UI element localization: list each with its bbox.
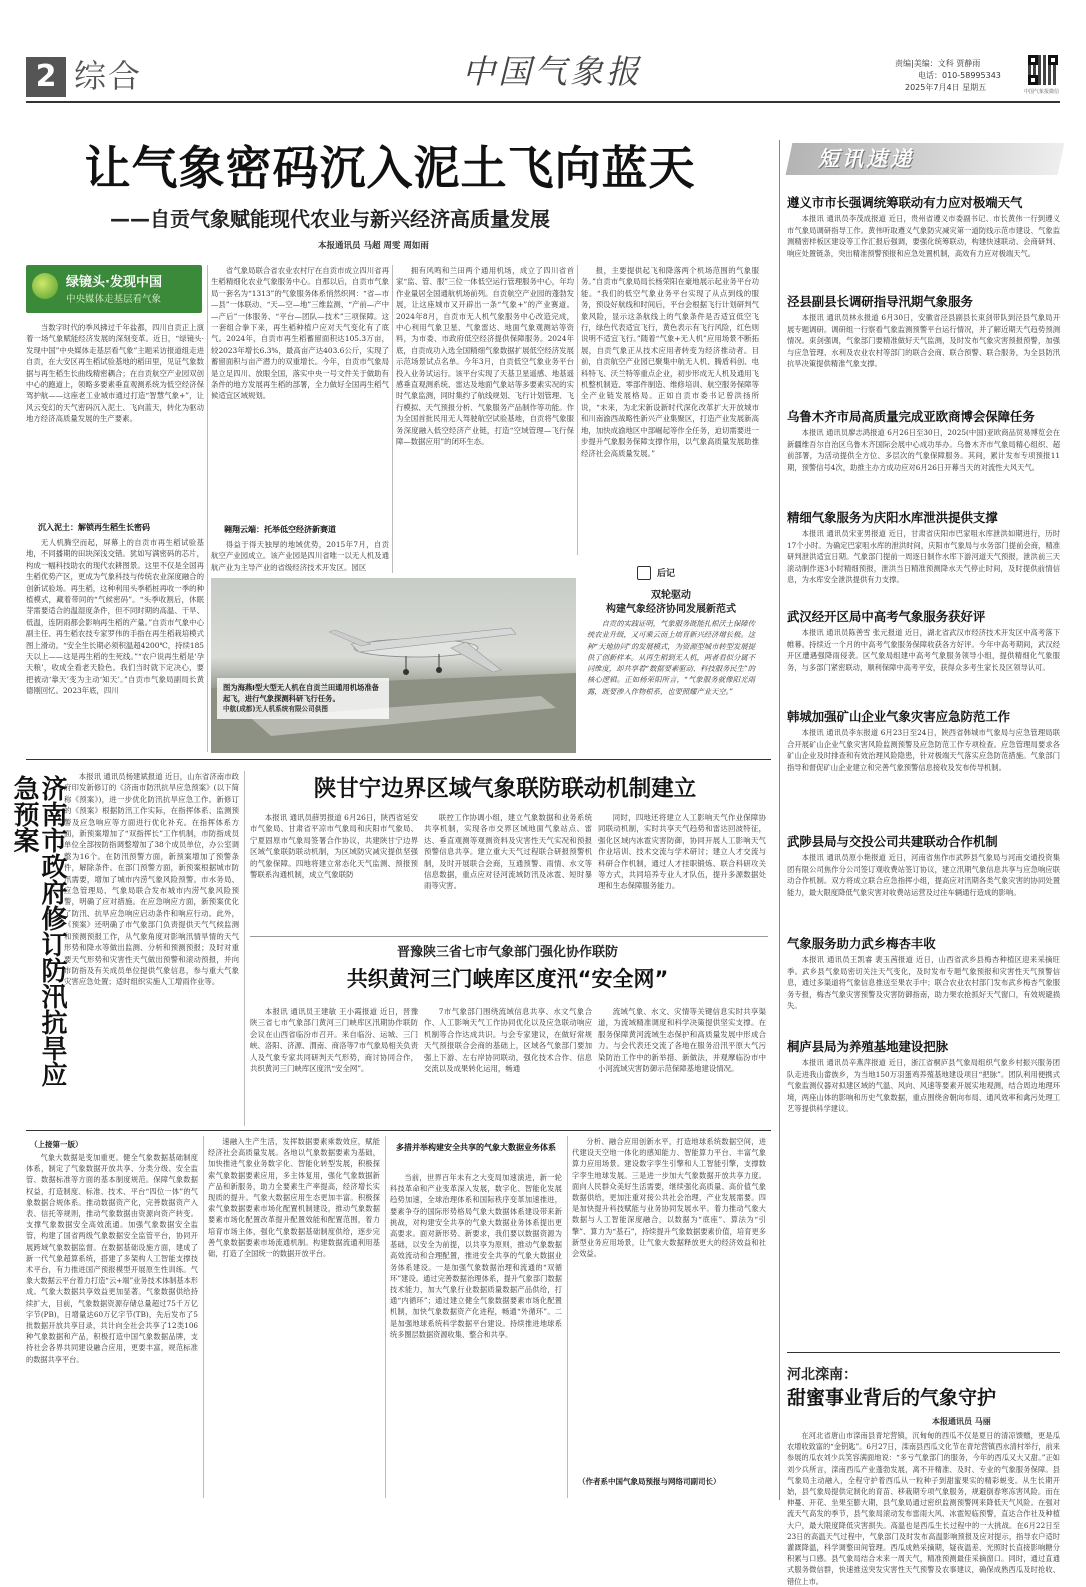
qr-caption: 中国气象报微信 [1024, 89, 1060, 95]
masthead: 中国气象报 [462, 52, 642, 91]
continued-col2: 速融入生产生活，发挥数据要素乘数效应，赋能经济社会高质量发展。各地以气象数据要素为基础，加快推进气象业务数字化、智能化转型发展，积极探索气象数据要素应用，多主体复用，强化气象数据新产品和新服务，助力全要素生产率提高，经济增长实现质的提升。气象大数据应用生态更加丰富。积极探索气象数据要素市场化配置机制建设，推动气象数据要素市场化配置改革提升配置效能和配置范围，着力培育市场主体，强化气象数据基础制度供给，逐步完善气象数据要素市场流通机制。构建数据流通利用基础，打造了全国统一的数据开放平台。 [208, 1137, 380, 1259]
campaign-logo-line1: 绿镜头·发现中国 [66, 275, 162, 290]
col-divider [244, 771, 245, 1126]
col-divider [577, 265, 578, 555]
brief-title: 气象服务助力武乡梅杏丰收 [787, 936, 936, 951]
afterword-title1: 双轮驱动 [651, 590, 691, 601]
editors-info: 责编|美编：文科 贾静雨 [895, 59, 981, 68]
yellow-col2: 7市气象部门围绕流域信息共享、水文气象合作、人工影响天气工作协同优化以及应急联动响应机制等合作达成共识。与会专家建议，在做好常规天气预报联合会商的基础上，区域各气象部门要加强上下游、左右岸协同联动，强化技术合作、信息交流以及成果转化运用，畅通 [424, 1007, 592, 1074]
shaanxi-col3: 同时，四地还将建立人工影响天气作业保障协同联动机制，实时共享天气趋势和雷达回波特征，强化区域内冰雹灾害防御，协同开展人工影响天气作业培训、技术交流与学术研讨；建立人才交流与科研合作机制，通过人才挂职锻炼、联合科研攻关等方式，共同培养专业人才队伍，提升多源数据处理和生态保障服务能力。 [598, 813, 766, 891]
brief-title: 乌鲁木齐市局高质量完成亚欧商博会保障任务 [787, 409, 1035, 424]
section-name: 综合 [74, 57, 143, 95]
yellow-title: 共织黄河三门峡库区度汛“安全网” [346, 967, 669, 991]
brief-body [787, 427, 1060, 519]
feature-text: 在河北省唐山市滦南县青坨营镇，沉甸甸的西瓜不仅是夏日的清凉馈赠，更是瓜农增收致富的“金钥匙”。6月27日，滦南县西瓜文化节在青坨营镇西水清村举行，前来参展的瓜农刘少兵笑容满面地说：“多亏气象部门的服务，今年的西瓜又大又甜。”正如刘少兵所言，滦南西瓜产业蓬勃发展，离不开精准、及时、专业的气象服务保障。县气象局主动融入，全程守护着西瓜从一粒种子到甜蜜果实的精彩蜕变。从生长期开始，县气象局提供定制化的育苗、移栽期专项气象服务，规避倒春寒冻害风险。而在伸蔓、开花、坐果至膨大期，县气象局通过密织监测预警网来降低天气风险。在强对流天气高发的季节，县气象局滚动发布雷雨大风、冰雹短临预警，直达合作社及种植大户，最大限度降低灾害损失。高温也是西瓜生长过程中的一大挑战。在6月22日至23日的高温天气过程中，气象部门及时发布高温影响预报及应对提示，指导农户适时灌溉降温，科学调整田间管理。西瓜成熟采摘期，疑夜温差、光照时长直接影响糖分积累与口感。县气象局结合未来一周天气，精准预测最佳采摘窗口。同时，通过直通式服务微信群，快速推送突发灾害性天气预警及农事建议，确保成熟西瓜及时抢收、错位上市。 [787, 1431, 1060, 1586]
date-info: 2025年7月4日 星期五 [905, 83, 987, 92]
col-divider [385, 1136, 386, 1498]
lead-col4: 报，主要提供起飞和降落两个机场范围的气象服务。”自贡市气象局局长杨荣阳在豪地展示起业务平台功能。“我们的低空气象业务平台实现了从点到线的服务，预设好航线和时间后，平台会根据飞行计划研判气象风险，显示这条航线上的气象条件是否适宜低空飞行，绿色代表适宜飞行，黄色表示有飞行风险，红色则说明不适宜飞行。”随着“气象+无人机”应用场景不断拓展，自贡气象正从技术应用者转变为经济推动者。目前，自贡航空产业园已聚集中航无人机、腾盾科创、电科特飞、沃兰特等重点企业，初步形成无人机及通用飞机整机制造、零部件制造、维修培训、航空服务保障等全产业链发展格局。正如自贡市委书记曾洪扬所说，“未来，为北宋新设新时代深化改革扩大开放城市和川南渝西战略性新兴产业集聚区，打造产业发展新高地，加快成渝地区中部崛起等作全任务，迫切需要进一步提升气象服务保障支撑作用，以气象高质量发展助推经济社会高质量发展。” [581, 266, 759, 458]
lead-col2b: 得益于得天独厚的地域优势，2015年7月，自贡航空产业园成立。该产业园是四川省唯一以无人机及通航产业为主导产业的省级经济技术开发区。园区 [211, 540, 389, 572]
campaign-logo [26, 265, 202, 313]
brief-body [787, 528, 1060, 618]
continued-col3: 当前，世界百年未有之大变局加速演进，新一轮科技革命和产业变革深入发展，数字化、智能化发展趋势加速，全球治理体系和国际秩序变革加速推进，要素争夺的国际形势格局气象大数据体系建设带来新挑战，对构建安全共享的气象大数据业务体系提出更高要求。面对新形势、新要求，我们要以数据资源为基础，以安全为前提，以共享为原则，推动气象数据高效流动和合理配置，推进安全共享的气象大数据业务体系建设。一是加强气象数据治理和流通的“双循环”建设。通过完善数据治理体系，提升气象部门数据技术能力，加大气象行业数据质量数据产品供给，打通“内循环”；通过建立健全气象数据要素市场化配置机制，加快气象数据资产化进程，畅通“外循环”。二是加强地球系统科学数据平台建设。持续推进地球系统多圈层数据资源收集、整合和共享。 [390, 1173, 562, 1339]
brief-body [787, 627, 1060, 717]
lead-col2a: 省气象局联合省农业农村厅在自贡市成立四川省再生稻精细化农业气象服务中心。自那以后，自贡市气象局一套名为“1313”的气象服务体系悄然织网：“省—市—县”一体联动、“天—空—地”三维监测、“产前—产中—产后”一体服务、“平台—团队—技术”三项保障。这一套组合拳下来，再生稻种植户应对天气变化有了底气。2024年，自贡市再生稻蓄留面积达105.3万亩，较2023年增长6.3%，最高亩产达403.6公斤，实现了蓄留面积与亩产潜力的双重增长。今年，自贡市气象局是立足四川、放眼全国，落实中央一号文件关于做助有条件的地方发展再生稻的部署，全力做好全国再生稻气候适宜区域规划。 [211, 266, 389, 401]
section-rule [26, 759, 771, 760]
brief-paragraph: 本报讯 通讯员廖志鸿报道 6月26日至30日，2025(中国)亚欧商品贸易博览会在新疆维吾尔自治区乌鲁木齐国际会展中心成功举办。乌鲁木齐市气象局精心组织、超前部署，为活动提供全方位、多层次的气象保障服务。其间，累计发布专项预报11期，预警信号4次，助推主办方成功应对6月26日开幕当天的对流性大风天气。 [787, 428, 1060, 472]
photo-credit: 中航(成都)无人机系统有限公司供图 [223, 705, 328, 713]
brief-body [787, 727, 1060, 841]
col-divider [207, 265, 208, 752]
shaanxi-col1: 本报讯 通讯员薛男报道 6月26日，陕西省延安市气象局、甘肃省平凉市气象局和庆阳市气象局、宁夏固原市气象局签署合作协议，共建陕甘宁边界区域气象联防联动机制，为区域防灾减灾提供坚强的气象保障。四地将建立常态化天气监测、预报预警联系沟通机制，成立气象联防 [250, 813, 418, 880]
brief-paragraph: 本报讯 通讯员原小艳报道 近日，河南省焦作市武陟县气象局与河南交通投资集团有限公司焦作分公司签订观收费站签订协议，建立汛期气象信息共享与应急响应联动合作机制。双方将成立联合应急指挥小组，提高应对汛期各类气象灾害的协同处置能力，最大限度降低气象灾害对收费站运营及过往车辆通行造成的影响。 [787, 853, 1060, 897]
brief-title: 武陟县局与交投公司共建联动合作机制 [787, 834, 998, 849]
brief-paragraph: 本报讯 通讯员李东报道 6月23日至24日，陕西省韩城市气象局与应急管理局联合开展矿山企业气象灾害风险监测预警及应急防范工作专项检查。应急管理局要求各矿山企业及时排查和有效治理风险隐患，针对极端天气落实应急防范措施。气象部门指导和督促矿山企业建立和完善气象预警信息接收及发布传导机制。 [787, 728, 1060, 772]
continued-col1: 气象大数据是变加重更。健全气象数据基础制度体系，制定了气象数据开放共享、分类分级、安全监管、数据标准等方面的基本制度规范。保障气象数据权益，打造制度、标准、技术、平台“四位一体”的气象数据合规体系。推动数据资产化，完善数据资产入表、信托等规则，推动气象数据由资源向资产转变。支撑气象数据安全高效流通。加强气象数据安全监管，构建了国省两级气象数据安全监管平台，协同开展跨域气象数据监督。在数据基础设施方面，建成了新一代气象超算系统，搭建了多架构人工智能支撑技术平台，有力推进国产预报模型开展原生性训练。气象大数据云平台着力打造“云+端”业务技术体制基本形成。气象大数据共享效益更加显著。气象数据供给持续扩大，目前，气象数据资源存储总量超过75千万亿字节(PB)，日增量达60万亿字节(TB)，先后发布了5批数据开放共享目录，共计向全社会共享了12类106种气象数据和产品，积极打造中国气象数据品牌，支持社会各界共同建设融合应用，更要丰富，规范标准的数据共享平台。 [26, 1153, 198, 1364]
lead-col2-heading: 翱翔云端：托举低空经济新赛道 [224, 525, 336, 534]
brief-title: 桐庐县局为养殖基地建设把脉 [787, 1039, 949, 1054]
lead-col3: 拥有风鸣和兰田两个通用机场，成立了四川省首家“监、管、服”三位一体低空运行管理服务中心，年均作业量居全国通航机场前列。自贡航空产业园的蓬勃发展，让这座城市又开辟出一条“气象+”的产业赛道。2024年8月，自贡市无人机气象服务中心改造完成，中心利用气象卫星、气象雷达、地面气象观测站等资料，为市委、市政府低空经济提供保障服务。2024年底，自贡成功入选全国精细气象数据扩展低空经济发展示范场景试点名单。今年3月，自贡低空气象业务平台投入业务试运行。该平台实现了天基卫星遥感、地基遥感垂直观测系统、雷达及地面气象站等多要素实况的实时气象监测，同时集约了航线规划、飞行计划管理、飞行模拟、天气预报分析、气象服务产品制作等功能。作为全国首批民用无人驾驶航空试验基地，自贡将气象服务深度融入低空经济产业链，打造“空域管理—飞行保障—数据应用”的闭环生态。 [396, 266, 574, 447]
lead-col1a: 当数字时代的季风拂过千年盐都，四川自贡正上演着一场气象赋能经济发展的深刻变革。近日，“绿镜头·发现中国”中央媒体走基层看气象”主题采访报道组走进自贡，在大安区再生稻试验基地的稻田里，见证气象数据与再生稻生长曲线精密耦合；在自贡航空产业园双创中心的跑道上，领略多要素垂直观测系统为低空经济保驾护航——这座老工业城市通过打造“智慧气象+”，让风云变幻的天气密码沉入泥土、飞向蓝天，转化为驱动地方经济高质量发展的生产要素。 [26, 323, 204, 424]
lead-subtitle: ——自贡气象赋能现代农业与新兴经济高质量发展 [110, 207, 550, 231]
afterword-title2: 构建气象经济协同发展新范式 [606, 604, 736, 615]
brief-body [787, 312, 1060, 418]
col-divider [203, 1136, 204, 1498]
right-column-divider [779, 140, 780, 1500]
header-rule [26, 101, 1060, 103]
photo-caption [217, 678, 389, 719]
brief-body [787, 954, 1060, 1048]
brief-paragraph: 本报讯 通讯员王凯睿 裴玉茜报道 近日，山西省武乡县梅杏种植区迎来采摘旺季。武乡县气象局密切关注天气变化，及时发布专题气象预报和灾害性天气预警信息，通过多渠道将气象信息推送至果农手中；联合农业农村部门发布武乡梅杏气象服务专报，梅杏气象灾害预警及灾害防御指南，助力果农抢抓好天气窗口，有效规避损失。 [787, 955, 1060, 1010]
jinan-title: 济南市政府修订防汛抗旱应急预案 [9, 775, 67, 1087]
jinan-text: 本报讯 通讯员杨建斌报道 近日，山东省济南市政府印发新修订的《济南市防汛抗旱应急预案》(以下简称《预案》)，进一步优化防汛抗旱应急工作。新修订的《预案》根据防汛工作实际，在指挥体系、监测预警及应急响应等方面进行优化补充。在指挥体系方面，新预案增加了“双指挥长”工作机制，市防指成员单位全部按防指调整增加了38个成员单位，办公室调整为16个。在防汛预警方面，新预案增加了预警条件，解除条件。在部门预警方面，新预案根据城市防汛需要，增加了城市内涝气象风险预警。市水务局、应急管理局、气象局联合发布城市内涝气象风险预警，明确了应对措施。在应急响应方面，新预案优化了防汛、抗旱应急响应启动条件和响应行动。此外，《预案》还明确了市气象部门负责提供天气气候监测和预测预报工作，从气象角度对影响汛情旱情的天气形势和降水等做出监测、分析和预测预报；及时对重要天气形势和灾害性天气做出预警和滚动预报，并向市防指及有关成员单位提供气象信息，参与重大气象灾害应急处置；适时组织实施人工增雨作业等。 [64, 772, 239, 987]
shaanxi-title: 陕甘宁边界区域气象联防联动机制建立 [313, 776, 697, 802]
brief-title: 武汉经开区局中高考气象服务获好评 [787, 609, 986, 624]
lead-title: 让气象密码沉入泥土飞向蓝天 [84, 141, 696, 195]
section-rule [250, 936, 768, 937]
continued-label: （上接第一版） [30, 1140, 83, 1149]
brief-paragraph: 本报讯 通讯员李茂成报道 近日，贵州省遵义市委副书记、市长黄伟一行到遵义市气象局调研指导工作。黄伟听取遵义气象防灾减灾第一道防线示范市建设、气象监测精密样板区建设等工作汇报后强调，要强化统筹联动，构建快速联动、会商研判、响应处置链条，突出精准预警预报和应急处置机制，高效有力应对极端天气。 [787, 214, 1060, 258]
photo-caption-text: 图为海燕Ⅰ型大型无人机在自贡兰田通用机场准备起飞，进行气象探测科研飞行任务。 [223, 683, 379, 703]
lead-byline: 本报通讯员 马超 周雯 周如雨 [318, 241, 429, 251]
briefs-banner-text: 短讯速递 [818, 147, 914, 171]
qr-finder-c [1028, 75, 1038, 85]
shaanxi-col2: 联控工作协调小组，建立气象数据和业务系统共享机制，实现各市交界区域地面气象站点、雷达、垂直观测等观测资料及灾害性天气实况和预报预警信息共享。建立重大天气过程联合研报预警机制，及时开展联合会商，互通预警、雨情、水文等信息数据，重点应对径河流域防汛及冰雹、短时暴雨等灾害。 [424, 813, 592, 891]
lead-col1b: 无人机腾空而起，屏幕上的自贡市再生稻试验基地，不同播期的田块深浅交错。犹如写满密码的芯片，构成一幅科技助农的现代农耕图景。这里不仅是全国再生稻优势产区，更成为气象科技与传统农业深度融合的创新试验场。再生稻，这种利用头季稻桩再收一季的种植模式，藏着带同的“气候密码”。“头季收割后，休眠芽需要适合的温湿度条件，但不同时期的高温、干旱、低温，连阴雨都会影响再生稻的产量。”自贡市气象中心副主任、再生稻农技专家罗伟的手指在再生稻栽培模式图上滑动。“安全生长期必须积温超4200℃，持续185天以上——这是再生稻的生死线。”“农户说再生稻是‘孕天粮’，收成全看老天脸色。我们当时就下定决心，要把被动‘靠天’变为主动‘知天’。”自贡市气象局副局长黄德刚回忆。2023年底，四川 [26, 538, 204, 696]
lead-col1-heading: 沉入泥土：解锁再生稻生长密码 [38, 523, 150, 532]
qr-finder-a [1028, 55, 1038, 65]
qr-finder-b [1048, 55, 1058, 65]
brief-title: 遵义市市长强调统筹联动有力应对极端天气 [787, 195, 1023, 210]
col-divider [392, 265, 393, 573]
afterword-label: 后记 [657, 569, 676, 579]
brief-title: 韩城加强矿山企业气象灾害应急防范工作 [787, 709, 1011, 724]
brief-paragraph: 本报讯 通讯员宋亚男报道 近日，甘肃省庆阳市巴家咀水库泄洪如期进行，历时17个小时。为确定巴家咀水库的泄洪时间，庆阳市气象局与水务部门提前会商，精准研判泄洪适宜日期。气象部门提前一周逐日制作水库下游河道天气预报，泄洪前三天滚动制作逐3小时精细预报，泄洪当日精准预测降水天气停止时间，及时提供前情信息，为水库安全泄洪提供有力支撑。 [787, 529, 1060, 584]
section-rule [26, 1130, 771, 1131]
brief-title: 精细气象服务为庆阳水库泄洪提供支撑 [787, 510, 998, 525]
feature-title: 甜蜜事业背后的气象守护 [787, 1387, 997, 1409]
brief-paragraph: 本报讯 通讯员陈善雪 张元报道 近日，湖北省武汉市经济技术开发区中高考落下帷幕。持续近一个月的中高考气象服务保障收获各方好评。今年中高考期间，武汉经开区遭遇强降雨侵袭。区气象局组建中高考气象服务领导小组，提供精细化气象服务，与多部门紧密联动，顺利保障中高考平安，获得众多考生家长及区领导认可。 [787, 628, 1060, 672]
brief-title: 泾县副县长调研指导汛期气象服务 [787, 294, 973, 309]
continued-col3-heading: 多措并举构建安全共享的气象大数据业务体系 [396, 1143, 556, 1152]
afterword-text: 自贡的实践证明，气象服务既能扎根沃土保障传统农业升级，又可乘云而上培育新兴经济增长极。这种“天地协同”的发展模式，为资源型城市转型发展提供了创新样本。从再生稻到无人机，两者看似分属不同维度，却共享着“数据要素驱动、科技服务民生”的核心逻辑。正如杨荣阳所言，“气象服务就像阳光雨露，既要渗入作物根系，也要照耀产业天空。” [587, 619, 755, 696]
drone-illustration [211, 578, 576, 753]
page-number-box: 2 [26, 57, 66, 97]
brief-body [787, 213, 1060, 303]
yellow-col3: 流域气象、水文、灾情等关键信息实时共享渠道，为流域精准调度和科学决策提供坚实支撑。在服务保障黄河流域生态保护和高质量发展中形成合力。与会代表还交流了各地在服务沿汛平原大气污染防治工作中的新举措、新做法，并观摩临汾市中小河流域灾害防御示范保障基地建设情况。 [598, 1007, 766, 1074]
drone-photo [211, 578, 576, 753]
continued-author: （作者系中国气象局预报与网络司副司长） [578, 1477, 721, 1486]
phone-info: 电话：010-58995343 [918, 71, 1001, 80]
yellow-kicker: 晋豫陕三省七市气象部门强化协作联防 [396, 945, 618, 960]
continued-col4: 分析、融合应用创新水平，打造地球系统数据空间，进代建设天空地一体化的感知能力、智能算力平台、丰富气象算力应用场景。建设数字孪生引擎和人工智能引擎，支撑数字孪生地球发展。三是进一步加大气象数据开放共享力度。面向人民群众美好生活需要，继续强化高质量、高价值气象数据供给，更加注重对接公共社会治理，产业发展需要。四是加快提升科技赋能与业务协同发展水平。着力推动气象大数据与人工智能深度融合，以数据为“底座”、算法为“引擎”、算力为“基石”，持续提升气象数据要素价值，培育更多新型业务应用场景，让气象大数据释放更大的经济效益和社会效益。 [572, 1137, 766, 1259]
feature-byline: 本报通讯员 马丽 [932, 1417, 991, 1426]
brief-body [787, 852, 1060, 945]
yellow-col1: 本报讯 通讯员王建敏 王小霞报道 近日，晋豫陕三省七市气象部门黄河三门峡库区汛期协作联防会议在山西省临汾市召开。来自临汾、运城、三门峡、洛阳、济源、渭南、商洛等7市气象局相关负责人及气象专家共同研判天气形势，商讨协同合作，共织黄河三门峡库区度汛“安全网”。 [250, 1007, 418, 1074]
campaign-logo-line2: 中央媒体走基层看气象 [66, 294, 162, 305]
leaf-icon [32, 273, 58, 299]
col-divider [567, 1136, 568, 1498]
brief-paragraph: 本报讯 通讯员林永报道 6月30日，安徽省泾县副县长束剑带队到泾县气象局开展专题调研。调研组一行察看气象监测预警平台运行情况，并了解近期天气趋势预测情况。束剑强调，气象部门要精准做好天气监测，及时发布气象灾害预报预警，加强与应急管理、水利及农业农村等部门的联合会商、联合预警、联合服务，为全县防汛抗旱决策提供精准气象支撑。 [787, 313, 1060, 368]
brief-body [787, 1057, 1060, 1163]
brief-paragraph: 本报讯 通讯员辛燕萍报道 近日，浙江省桐庐县气象局组织气象乡村振兴服务团队走进我山畲族乡，为当地150万羽蛋鸡养殖基地建设项目“把脉”。团队利用便携式气象监测仪器对拟建区域的气温、风向、风速等要素开展实地观测，结合周边地理环境，两座山体的影响和历史气象数据，重点围绕舍朝向布局、通风效率和禽污处理工艺等提供科学建议。 [787, 1058, 1060, 1113]
notebook-icon [637, 566, 651, 580]
section-rule [787, 1352, 1060, 1353]
feature-kicker: 河北滦南： [787, 1367, 857, 1383]
afterword-box [581, 560, 761, 755]
